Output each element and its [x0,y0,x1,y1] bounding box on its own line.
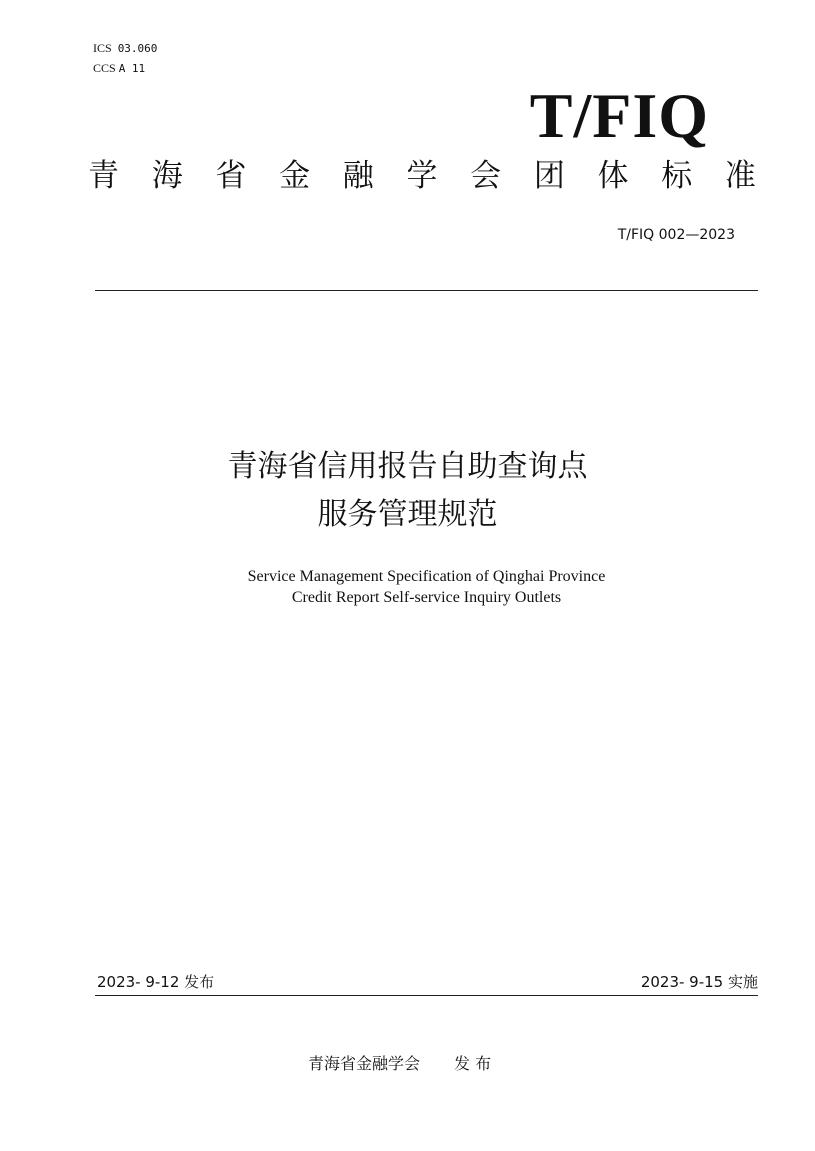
ics-label: ICS [93,41,112,55]
publisher-action: 发 布 [454,1054,492,1073]
publisher-line [308,1053,491,1075]
title-chinese-line1: 青海省信用报告自助查询点 [227,449,588,484]
publisher-name: 青海省金融学会 [308,1054,421,1073]
standard-type-heading [88,156,756,196]
ics-line [93,41,157,56]
standard-type-char: 金 [279,158,311,194]
standard-logo: T/FIQ [529,80,709,151]
standard-type-char: 省 [215,158,247,194]
standard-type-char: 会 [470,158,502,194]
ccs-code: A 11 [118,62,146,75]
title-chinese-line2: 服务管理规范 [317,497,498,532]
footer-divider [95,995,758,996]
standard-type-char: 标 [661,158,693,194]
standard-type-char: 海 [151,158,183,194]
standard-type-char: 准 [724,158,756,194]
implementation-date: 2023- 9-15 实施 [640,973,758,991]
standard-number: T/FIQ 002—2023 [617,227,735,243]
standard-type-char: 融 [342,158,374,194]
ccs-line [93,61,145,76]
ccs-label: CCS [93,61,116,75]
header-divider [95,290,758,291]
standard-type-char: 体 [597,158,629,194]
standard-type-char: 青 [88,158,119,194]
title-english-line2: Credit Report Self-service Inquiry Outlets [291,589,562,606]
standard-type-char: 学 [406,158,438,194]
issue-date: 2023- 9-12 发布 [97,973,215,991]
ics-code: 03.060 [117,42,158,55]
standard-type-char: 团 [533,158,565,194]
title-english-line1: Service Management Specification of Qinghai Province [247,568,606,585]
